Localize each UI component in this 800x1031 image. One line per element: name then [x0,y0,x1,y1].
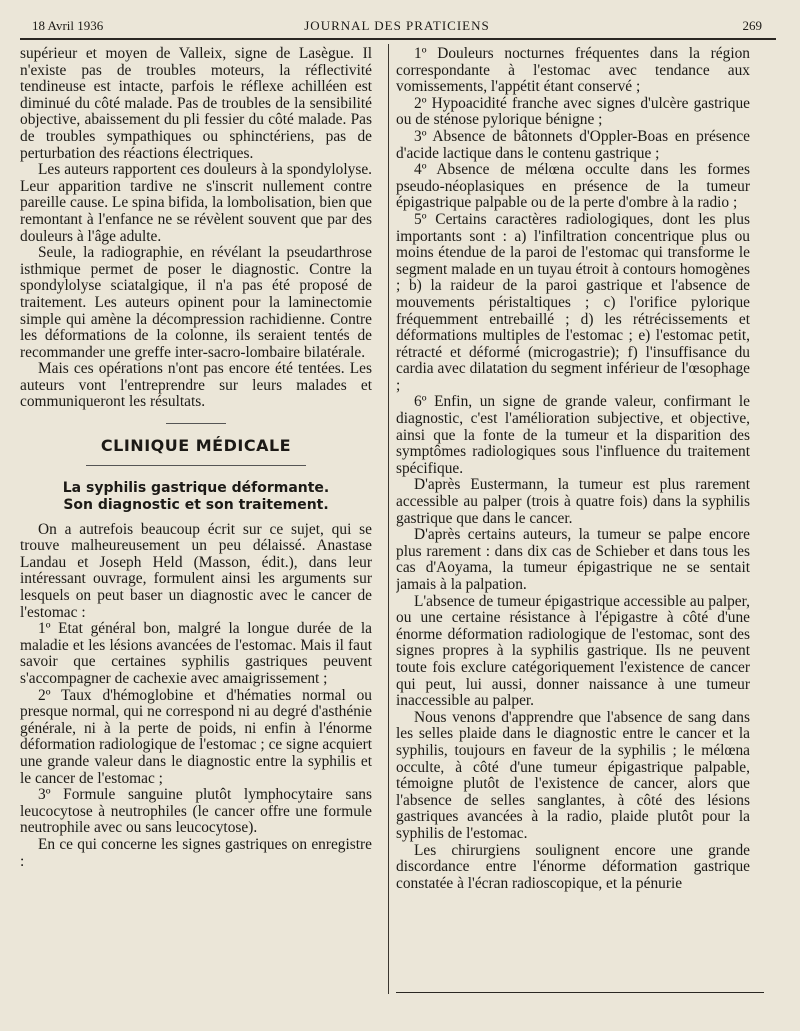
page-header [32,16,762,38]
paragraph: 1º Douleurs nocturnes fréquentes dans la région correspondante à l'estomac avec tendance aux vomissements, l'appétit étant conservé ; [396,46,750,96]
paragraph: 3º Absence de bâtonnets d'Oppler-Boas en présence d'acide lactique dans le contenu gastrique ; [396,127,750,162]
paragraph: D'après Eustermann, la tumeur est plus rarement accessible au palper (trois à quatre fois) dans la syphilis gastrique que dans le cancer. [396,476,750,527]
column-divider [388,44,389,994]
paragraph: 5º Certains caractères radiologiques, dont les plus importants sont : a) l'infiltration concentrique plus ou moins étendue de la paroi de l'estomac qui transforme le segment malade en un tuyau étroit à contours homogènes ; b) la raideur de la paroi gastrique et l'absence de mouvements péristaltiques ; c) l'orifice pylorique fréquemment entrebaillé ; d) les rétrécissements et déformations multiples de l'estomac ; e) l'estomac petit, rétracté et déformé (microgastrie); f) l'insuffisance du cardia avec dilatation du segment inférieur de l'œsophage ; [396,210,750,394]
article-title-line: La syphilis gastrique déformante. [62,479,330,496]
paragraph: On a autrefois beaucoup écrit sur ce sujet, qui se trouve malheureusement un peu délaissé. Anastase Landau et Joseph Held (Masson, édit.), dans leur intéressant ouvrage, formulent ainsi les arguments sur lesquels on peut baser un diagnostic avec le cancer de l'estomac : [20,520,372,621]
paragraph: En ce qui concerne les signes gastriques on enregistre : [20,835,372,870]
article-title [20,480,372,514]
paragraph: 4º Absence de mélœna occulte dans les formes pseudo-néoplasiques en présence de la tumeur épigastrique palpable ou de la perte d'ombre à la radio ; [396,161,750,212]
paragraph: supérieur et moyen de Valleix, signe de Lasègue. Il n'existe pas de troubles moteurs, la réflectivité tendineuse est intacte, parfois le réflexe achilléen est diminué du côté malade. Pas de troubles de la sensibilité objective, abaissement du pli fessier du côté malade. Pas de troubles sympathiques ou sphinctériens, pas de perturbation des réactions électriques. [20,46,372,162]
page-number: 269 [742,18,762,33]
paragraph: Nous venons d'apprendre que l'absence de sang dans les selles plaide dans le diagnostic entre le cancer et la syphilis, toujours en faveur de la syphilis ; le mélœna occulte, à côté d'une tumeur épigastrique palpable, témoigne plutôt de l'existence de cancer, alors que l'absence de selles sanglantes, à côté des lésions gastriques avancées à la radio, plaide plutôt pour la syphilis de l'estomac. [396,708,750,842]
bottom-rule [396,992,764,993]
section-title: CLINIQUE MÉDICALE [100,436,292,456]
paragraph: 1º Etat général bon, malgré la longue durée de la maladie et les lésions avancées de l'estomac. Mais il faut savoir que certaines syphilis gastriques peuvent s'accompagner de cachexie avec amaigrissement ; [20,620,372,687]
paragraph: 2º Taux d'hémoglobine et d'hématies normal ou presque normal, qui ne correspond ni au degré d'asthénie générale, ni à la perte de poids, ni enfin à l'énorme déformation radiologique de l'estomac ; ce signe acquiert une grande valeur dans le diagnostic entre la syphilis et le cancer de l'estomac ; [20,686,372,787]
right-column [396,46,750,996]
paragraph: Mais ces opérations n'ont pas encore été tentées. Les auteurs vont l'entreprendre sur leurs malades et communiqueront les résultats. [20,360,372,411]
paragraph: Les chirurgiens soulignent encore une grande discordance entre l'énorme déformation gastrique constatée à l'écran radioscopique, et la pénurie [396,841,750,892]
paragraph: D'après certains auteurs, la tumeur se palpe encore plus rarement : dans dix cas de Schieber et dans tous les cas d'Aoyama, la tumeur épigastrique ne se sentait jamais à la palpation. [396,526,750,593]
paragraph: 3º Formule sanguine plutôt lymphocytaire sans leucocytose à neutrophiles (le cancer offre une formule neutrophile avec ou sans leucocytose). [20,786,372,837]
paragraph: L'absence de tumeur épigastrique accessible au palper, ou une certaine résistance à l'épigastre à côté d'une énorme déformation radiologique de l'estomac, sont des signes propres à la syphilis gastrique. Ils ne peuvent toute fois exclure catégoriquement l'existence de cancer qui peut, lui aussi, donner naissance à une tumeur inaccessible au palper. [396,592,750,710]
header-rule [20,38,776,40]
paragraph: Seule, la radiographie, en révélant la pseudarthrose isthmique permet de poser le diagnostic. Contre la spondylolyse sciatalgique, il n'a pas été proposé de traitement. Les auteurs opinent pour la laminectomie simple qui amène la décompression rachidienne. Contre les déformations de la colonne, ils seraient tentés de recommander une greffe inter-sacro-lombaire bilatérale. [20,244,372,361]
paragraph: Les auteurs rapportent ces douleurs à la spondylolyse. Leur apparition tardive ne s'inscrit nullement contre pareille cause. Le spina bifida, la lombolisation, bien que remontant à l'enfance ne se révèlent souvent que par des douleurs à l'âge adulte. [20,161,372,245]
paragraph: 2º Hypoacidité franche avec signes d'ulcère gastrique ou de sténose pylorique bénigne ; [396,94,750,129]
section-rule [86,465,306,466]
left-column [20,46,372,996]
journal-title: JOURNAL DES PRATICIENS [304,18,490,33]
article-title-line: Son diagnostic et son traitement. [63,496,329,513]
separator-rule [166,423,226,424]
paragraph: 6º Enfin, un signe de grande valeur, confirmant le diagnostic, c'est l'amélioration subjective, et objective, ainsi que la fonte de la tumeur et la disparition des symptômes radiologiques sous l'influence du traitement spécifique. [396,393,750,477]
issue-date: 18 Avril 1936 [32,18,104,33]
